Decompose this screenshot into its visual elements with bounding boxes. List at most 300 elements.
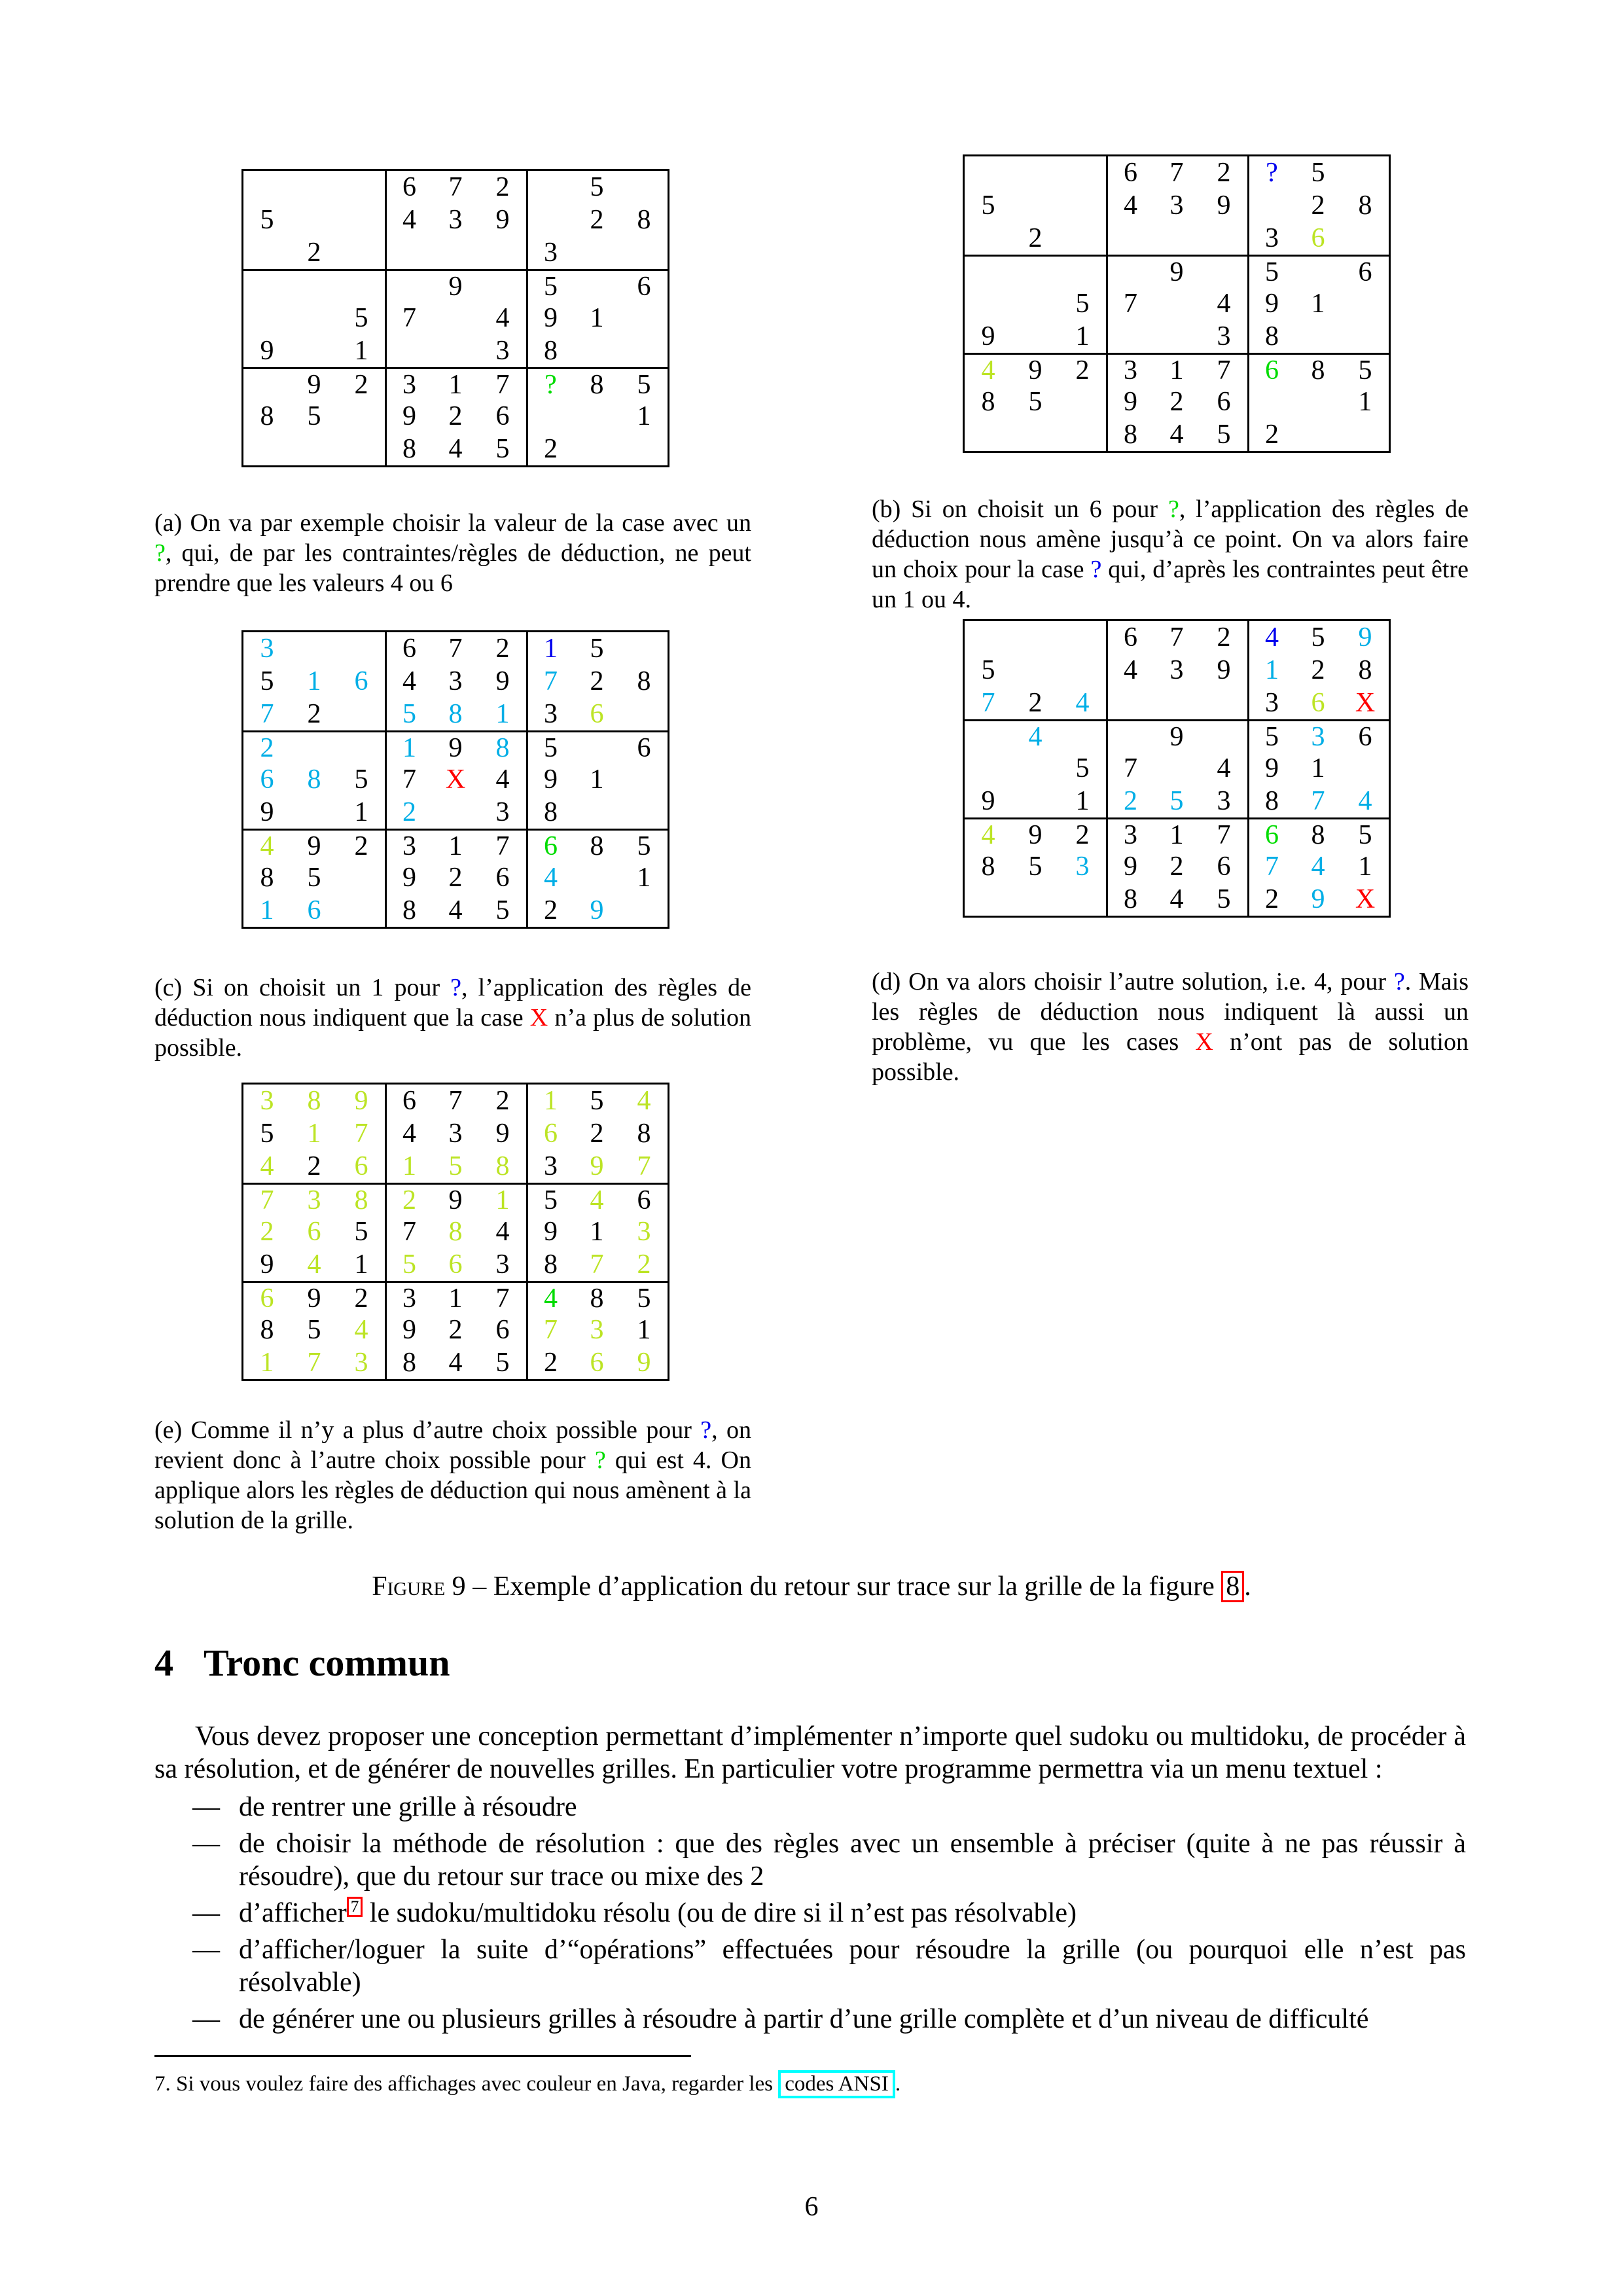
sudoku-cell: 2 bbox=[307, 238, 321, 268]
sudoku-cell: 5 bbox=[526, 269, 573, 302]
sudoku-cell bbox=[291, 334, 338, 367]
sudoku-cell: 2 bbox=[243, 730, 291, 763]
sudoku-cell: 2 bbox=[385, 796, 432, 829]
sudoku-cell: 6 bbox=[385, 632, 432, 665]
sudoku-cell: 1 bbox=[354, 336, 368, 366]
text-segment: – Exemple d’application du retour sur trace sur la grille de la figure bbox=[465, 1571, 1222, 1602]
list-item-text bbox=[239, 1935, 1466, 1998]
sudoku-cell bbox=[1342, 222, 1389, 255]
sudoku-cell: 8 bbox=[526, 1248, 573, 1281]
sudoku-cell: 5 bbox=[448, 1151, 463, 1181]
sudoku-cell: 5 bbox=[590, 172, 604, 202]
sudoku-cell: 7 bbox=[448, 1086, 463, 1116]
text-segment: qui est 4. On applique alors les règles de déduction qui nous amènent à la solution de la grille. bbox=[154, 1446, 751, 1534]
sudoku-cell bbox=[573, 861, 620, 894]
sudoku-cell: 4 bbox=[1311, 852, 1325, 882]
sudoku-cell: 1 bbox=[432, 367, 479, 400]
sudoku-cell: 7 bbox=[1106, 287, 1153, 320]
sudoku-cell bbox=[1153, 687, 1200, 719]
sudoku-cell bbox=[526, 400, 573, 433]
sudoku-cell: 5 bbox=[307, 863, 321, 893]
sudoku-cell bbox=[338, 861, 385, 894]
list-item-text bbox=[239, 1898, 1077, 1928]
sudoku-cell: 1 bbox=[479, 1183, 526, 1215]
sudoku-cell: 6 bbox=[354, 1151, 368, 1181]
sudoku-cell bbox=[291, 171, 338, 204]
sudoku-cell: 7 bbox=[354, 1119, 368, 1149]
sudoku-cell: 8 bbox=[385, 433, 432, 465]
sudoku-cell: 6 bbox=[1217, 387, 1231, 417]
sudoku-cell: 2 bbox=[307, 699, 321, 729]
list-item bbox=[154, 1827, 1466, 1893]
sudoku-cell: 2 bbox=[1311, 190, 1325, 221]
sudoku-cell bbox=[338, 236, 385, 269]
sudoku-cell: 5 bbox=[1311, 158, 1325, 188]
green-symbol: ? bbox=[154, 539, 166, 567]
codes-ansi-link[interactable]: codes ANSI bbox=[778, 2070, 895, 2098]
sudoku-cell: 7 bbox=[385, 1215, 432, 1248]
sudoku-cell bbox=[1106, 255, 1153, 287]
sudoku-cell bbox=[573, 433, 620, 465]
sudoku-cell: 6 bbox=[385, 1085, 432, 1117]
sudoku-cell: 8 bbox=[573, 367, 620, 400]
sudoku-cell: X bbox=[1355, 688, 1376, 718]
red-symbol: X bbox=[1195, 1028, 1213, 1056]
red-symbol: X bbox=[529, 1004, 548, 1031]
sudoku-cell: 5 bbox=[1342, 817, 1389, 850]
sudoku-cell: 9 bbox=[1358, 622, 1372, 653]
sudoku-cell: 8 bbox=[448, 1217, 463, 1247]
sudoku-cell bbox=[338, 894, 385, 927]
sudoku-cell bbox=[1342, 418, 1389, 451]
sudoku-cell: 3 bbox=[495, 1249, 510, 1280]
sudoku-cell bbox=[965, 156, 1012, 189]
sudoku-cell: 1 bbox=[637, 401, 651, 431]
sudoku-cell bbox=[1012, 189, 1059, 222]
sudoku-cell bbox=[573, 796, 620, 829]
sudoku-cell bbox=[620, 894, 668, 927]
sudoku-cell: 2 bbox=[1028, 688, 1043, 718]
sudoku-cell: 9 bbox=[260, 336, 274, 366]
sudoku-cell: 6 bbox=[1342, 255, 1389, 287]
sudoku-cell: 9 bbox=[291, 829, 338, 861]
sudoku-cell: 7 bbox=[1169, 158, 1184, 188]
sudoku-cell: 5 bbox=[307, 401, 321, 431]
sudoku-cell: 2 bbox=[307, 1151, 321, 1181]
sudoku-cell: 1 bbox=[590, 764, 604, 795]
sudoku-cell bbox=[432, 334, 479, 367]
text-segment: , on revient donc à l’autre choix possible pour bbox=[154, 1416, 752, 1474]
sudoku-cell: 4 bbox=[1012, 719, 1059, 752]
sudoku-cell: 5 bbox=[1075, 289, 1090, 319]
sudoku-cell bbox=[620, 763, 668, 796]
sudoku-cell: 2 bbox=[526, 894, 573, 927]
sudoku-cell: 1 bbox=[354, 1249, 368, 1280]
sudoku-cell: 1 bbox=[1075, 321, 1090, 351]
sudoku-cell: 6 bbox=[1106, 621, 1153, 654]
sudoku-cell: 9 bbox=[1012, 817, 1059, 850]
sudoku-cell bbox=[1153, 222, 1200, 255]
sudoku-cell bbox=[1059, 222, 1106, 255]
sudoku-cell bbox=[965, 719, 1012, 752]
sudoku-cell bbox=[291, 269, 338, 302]
sudoku-cell: 3 bbox=[260, 1086, 274, 1116]
sudoku-cell: 1 bbox=[590, 303, 604, 333]
sudoku-cell: 6 bbox=[1247, 817, 1294, 850]
sudoku-cell bbox=[243, 236, 291, 269]
text-segment: d’afficher bbox=[239, 1898, 347, 1928]
sudoku-cell bbox=[1294, 386, 1342, 418]
sudoku-cell bbox=[1012, 156, 1059, 189]
sudoku-cell bbox=[573, 269, 620, 302]
sudoku-cell: 4 bbox=[1217, 753, 1231, 783]
sudoku-cell bbox=[432, 796, 479, 829]
sudoku-cell: 8 bbox=[1247, 785, 1294, 817]
sudoku-cell: 9 bbox=[432, 730, 479, 763]
sudoku-cell: 1 bbox=[385, 730, 432, 763]
sudoku-cell bbox=[965, 287, 1012, 320]
sudoku-cell: 4 bbox=[307, 1249, 321, 1280]
sudoku-cell: 4 bbox=[1217, 289, 1231, 319]
sudoku-cell bbox=[1200, 222, 1247, 255]
sudoku-cell: 3 bbox=[1247, 222, 1294, 255]
subcaption-d bbox=[872, 967, 1469, 1087]
text-segment: le sudoku/multidoku résolu (ou de dire si il n’est pas résolvable) bbox=[363, 1898, 1077, 1928]
sudoku-cell: 2 bbox=[1059, 353, 1106, 386]
sudoku-cell: 9 bbox=[590, 895, 604, 925]
sudoku-cell: 2 bbox=[495, 172, 510, 202]
footnote-7-link[interactable]: 7 bbox=[347, 1897, 363, 1917]
sudoku-cell bbox=[1012, 287, 1059, 320]
text-segment: (e) Comme il n’y a plus d’autre choix possible pour bbox=[154, 1416, 701, 1444]
sudoku-cell: 5 bbox=[1311, 622, 1325, 653]
sudoku-cell: 1 bbox=[1311, 753, 1325, 783]
sudoku-cell bbox=[526, 204, 573, 236]
sudoku-cell: 8 bbox=[1247, 320, 1294, 353]
sudoku-cell: 5 bbox=[495, 1348, 510, 1378]
list-item bbox=[154, 1897, 1466, 1929]
sudoku-cell bbox=[1012, 320, 1059, 353]
blue-symbol: ? bbox=[450, 974, 462, 1001]
sudoku-cell: 2 bbox=[590, 205, 604, 235]
sudoku-grid-d bbox=[963, 619, 1391, 918]
sudoku-cell: 4 bbox=[526, 861, 573, 894]
sudoku-cell bbox=[573, 400, 620, 433]
sudoku-cell bbox=[1294, 418, 1342, 451]
sudoku-cell: 8 bbox=[526, 334, 573, 367]
sudoku-cell bbox=[385, 236, 432, 269]
sudoku-cell: 7 bbox=[590, 1249, 604, 1280]
sudoku-cell bbox=[1059, 189, 1106, 222]
sudoku-cell: 7 bbox=[385, 302, 432, 334]
sudoku-cell bbox=[1106, 222, 1153, 255]
sudoku-cell: 9 bbox=[981, 321, 995, 351]
sudoku-cell bbox=[385, 334, 432, 367]
sudoku-cell bbox=[1012, 654, 1059, 687]
sudoku-cell: 6 bbox=[1311, 223, 1325, 253]
dash-marker: — bbox=[192, 1829, 220, 1859]
text-segment: de générer une ou plusieurs grilles à résoudre à partir d’une grille complète et d’un niveau de difficulté bbox=[239, 2004, 1369, 2034]
sudoku-cell: 2 bbox=[1169, 852, 1184, 882]
sudoku-cell: 8 bbox=[573, 1281, 620, 1314]
sudoku-cell: 7 bbox=[479, 1281, 526, 1314]
sudoku-cell: 8 bbox=[338, 1183, 385, 1215]
sudoku-cell: 9 bbox=[981, 786, 995, 816]
sudoku-cell bbox=[291, 796, 338, 829]
sudoku-cell: 8 bbox=[448, 699, 463, 729]
sudoku-cell bbox=[965, 255, 1012, 287]
sudoku-cell: 4 bbox=[1169, 420, 1184, 450]
sudoku-cell: 1 bbox=[432, 1281, 479, 1314]
section-number: 4 bbox=[154, 1641, 173, 1684]
sudoku-cell bbox=[965, 621, 1012, 654]
sudoku-cell bbox=[573, 730, 620, 763]
sudoku-cell: 8 bbox=[637, 1119, 651, 1149]
sudoku-cell bbox=[1012, 621, 1059, 654]
section-title: Tronc commun bbox=[204, 1641, 450, 1684]
sudoku-cell: 3 bbox=[385, 1281, 432, 1314]
sudoku-cell bbox=[620, 632, 668, 665]
sudoku-cell bbox=[1342, 287, 1389, 320]
text-segment: qui, d’après les contraintes peut être un 1 ou 4. bbox=[872, 556, 1469, 613]
sudoku-cell: 7 bbox=[1247, 850, 1294, 883]
list-item-text bbox=[239, 1792, 577, 1822]
sudoku-cell: 5 bbox=[495, 434, 510, 464]
sudoku-cell: 9 bbox=[1012, 353, 1059, 386]
page-number: 6 bbox=[804, 2192, 819, 2222]
sudoku-cell: 7 bbox=[637, 1151, 651, 1181]
sudoku-cell: 2 bbox=[385, 1183, 432, 1215]
sudoku-cell: 7 bbox=[1169, 622, 1184, 653]
sudoku-cell: 6 bbox=[590, 1348, 604, 1378]
text-segment: (a) On va par exemple choisir la valeur de la case avec un bbox=[154, 509, 751, 537]
sudoku-cell: 6 bbox=[307, 1217, 321, 1247]
figure-caption-label: Figure 9 bbox=[372, 1571, 466, 1602]
sudoku-cell bbox=[965, 418, 1012, 451]
sudoku-cell: 1 bbox=[307, 666, 321, 696]
sudoku-grid-c bbox=[241, 630, 669, 929]
sudoku-cell bbox=[243, 367, 291, 400]
sudoku-cell bbox=[338, 730, 385, 763]
sudoku-cell: 1 bbox=[637, 863, 651, 893]
sudoku-cell bbox=[1059, 386, 1106, 418]
footnote-area bbox=[154, 2055, 1466, 2098]
sudoku-cell: 1 bbox=[307, 1119, 321, 1149]
sudoku-cell: 4 bbox=[385, 204, 432, 236]
sudoku-cell: 9 bbox=[385, 861, 432, 894]
dash-marker: — bbox=[192, 1792, 220, 1822]
sudoku-cell bbox=[1059, 883, 1106, 916]
sudoku-cell: 1 bbox=[354, 797, 368, 827]
figure-caption bbox=[156, 1571, 1467, 1602]
sudoku-cell: 5 bbox=[590, 1086, 604, 1116]
sudoku-cell: 7 bbox=[479, 367, 526, 400]
sudoku-cell: 8 bbox=[495, 1151, 510, 1181]
sudoku-cell: 2 bbox=[1311, 655, 1325, 685]
sudoku-cell: 1 bbox=[260, 1348, 274, 1378]
sudoku-cell: 5 bbox=[1247, 719, 1294, 752]
sudoku-cell: 6 bbox=[1106, 156, 1153, 189]
sudoku-cell: 5 bbox=[354, 764, 368, 795]
sudoku-cell: 5 bbox=[260, 205, 274, 235]
sudoku-cell bbox=[1059, 418, 1106, 451]
sudoku-cell: 3 bbox=[495, 336, 510, 366]
dash-marker: — bbox=[192, 2004, 220, 2034]
sudoku-cell bbox=[620, 433, 668, 465]
sudoku-cell: 9 bbox=[1217, 655, 1231, 685]
list-item-text bbox=[239, 1829, 1466, 1892]
sudoku-cell: 9 bbox=[1247, 287, 1294, 320]
subcaption-e bbox=[154, 1415, 751, 1535]
sudoku-cell: 7 bbox=[448, 172, 463, 202]
dash-marker: — bbox=[192, 1935, 220, 1965]
sudoku-cell: 8 bbox=[981, 387, 995, 417]
sudoku-cell: 3 bbox=[526, 1150, 573, 1183]
sudoku-cell: 7 bbox=[307, 1348, 321, 1378]
text-segment: 7. Si vous voulez faire des affichages avec couleur en Java, regarder les bbox=[154, 2072, 779, 2096]
sudoku-cell: ? bbox=[526, 367, 573, 400]
subcaption-c bbox=[154, 973, 751, 1063]
menu-feature-list bbox=[154, 1791, 1466, 2036]
text-segment: , qui, de par les contraintes/règles de déduction, ne peut prendre que les valeurs 4 ou 6 bbox=[154, 539, 751, 597]
sudoku-cell: 8 bbox=[307, 764, 321, 795]
text-segment: . Mais les règles de déduction nous indiquent là aussi un problème, vu que les cases bbox=[872, 968, 1469, 1056]
sudoku-cell: 3 bbox=[526, 236, 573, 269]
green-symbol: ? bbox=[1168, 495, 1179, 523]
sudoku-cell: 8 bbox=[260, 863, 274, 893]
sudoku-cell bbox=[1247, 386, 1294, 418]
sudoku-cell bbox=[479, 269, 526, 302]
sudoku-cell bbox=[338, 433, 385, 465]
sudoku-cell: 2 bbox=[637, 1249, 651, 1280]
sudoku-cell: 4 bbox=[1075, 688, 1090, 718]
sudoku-cell: 8 bbox=[526, 796, 573, 829]
sudoku-cell bbox=[291, 632, 338, 665]
sudoku-cell: 3 bbox=[1075, 852, 1090, 882]
sudoku-cell: 4 bbox=[385, 665, 432, 698]
sudoku-cell bbox=[1012, 255, 1059, 287]
sudoku-cell: 6 bbox=[385, 171, 432, 204]
sudoku-cell: 9 bbox=[590, 1151, 604, 1181]
sudoku-cell bbox=[620, 171, 668, 204]
sudoku-cell: 8 bbox=[1106, 883, 1153, 916]
sudoku-cell: 9 bbox=[1311, 884, 1325, 914]
sudoku-cell: 7 bbox=[448, 634, 463, 664]
sudoku-cell bbox=[338, 171, 385, 204]
figure-8-link[interactable]: 8 bbox=[1221, 1571, 1244, 1602]
sudoku-cell: 6 bbox=[1217, 852, 1231, 882]
sudoku-cell: 5 bbox=[385, 1248, 432, 1281]
sudoku-cell bbox=[243, 302, 291, 334]
sudoku-cell: 2 bbox=[1247, 883, 1294, 916]
list-item bbox=[154, 1791, 1466, 1823]
sudoku-cell: 5 bbox=[307, 1315, 321, 1345]
sudoku-cell: 5 bbox=[620, 1281, 668, 1314]
sudoku-cell: 4 bbox=[243, 829, 291, 861]
sudoku-cell: 5 bbox=[1342, 353, 1389, 386]
sudoku-cell: 1 bbox=[637, 1315, 651, 1345]
subcaption-a bbox=[154, 508, 751, 598]
sudoku-cell: 6 bbox=[354, 666, 368, 696]
sudoku-cell: 1 bbox=[590, 1217, 604, 1247]
sudoku-cell: 5 bbox=[620, 829, 668, 861]
text-segment: de rentrer une grille à résoudre bbox=[239, 1792, 577, 1822]
list-item-text bbox=[239, 2004, 1368, 2034]
sudoku-cell: 5 bbox=[260, 666, 274, 696]
sudoku-cell: 6 bbox=[526, 829, 573, 861]
sudoku-cell: 3 bbox=[1169, 655, 1184, 685]
sudoku-cell: 9 bbox=[495, 205, 510, 235]
sudoku-cell: X bbox=[445, 764, 466, 795]
sudoku-cell: 1 bbox=[385, 1150, 432, 1183]
sudoku-cell bbox=[1342, 320, 1389, 353]
footnote-rule bbox=[154, 2055, 691, 2057]
sudoku-cell bbox=[385, 269, 432, 302]
sudoku-cell: 3 bbox=[1294, 719, 1342, 752]
sudoku-cell: 4 bbox=[965, 817, 1012, 850]
sudoku-cell bbox=[620, 334, 668, 367]
sudoku-cell: 4 bbox=[448, 434, 463, 464]
sudoku-cell: 5 bbox=[620, 367, 668, 400]
sudoku-cell: 3 bbox=[495, 797, 510, 827]
sudoku-cell: ? bbox=[1247, 156, 1294, 189]
sudoku-cell: 4 bbox=[495, 1217, 510, 1247]
sudoku-cell: 3 bbox=[1106, 817, 1153, 850]
sudoku-cell: 8 bbox=[385, 894, 432, 927]
sudoku-cell: 7 bbox=[526, 665, 573, 698]
sudoku-cell: 3 bbox=[1217, 321, 1231, 351]
sudoku-cell: 4 bbox=[260, 1151, 274, 1181]
sudoku-cell: 3 bbox=[1217, 786, 1231, 816]
sudoku-cell: 6 bbox=[243, 1281, 291, 1314]
sudoku-cell: 4 bbox=[637, 1086, 651, 1116]
sudoku-cell: 3 bbox=[385, 367, 432, 400]
sudoku-cell: 5 bbox=[1075, 753, 1090, 783]
sudoku-cell: 9 bbox=[432, 1183, 479, 1215]
green-symbol: ? bbox=[594, 1446, 606, 1474]
sudoku-cell: 1 bbox=[1075, 786, 1090, 816]
sudoku-cell: 9 bbox=[1153, 719, 1200, 752]
sudoku-cell bbox=[243, 433, 291, 465]
sudoku-cell: 1 bbox=[526, 1085, 573, 1117]
sudoku-cell bbox=[1059, 654, 1106, 687]
text-segment: n’ont pas de solution possible. bbox=[872, 1028, 1469, 1086]
dash-marker: — bbox=[192, 1898, 220, 1928]
section-paragraph: Vous devez proposer une conception permettant d’implémenter n’importe quel sudoku ou multidoku, de procéder à sa résolution, et de générer de nouvelles grilles. En particulier votre programme permettra via un menu textuel : bbox=[154, 1721, 1466, 1784]
sudoku-cell: 2 bbox=[495, 1086, 510, 1116]
sudoku-cell: 2 bbox=[1059, 817, 1106, 850]
sudoku-cell bbox=[338, 269, 385, 302]
sudoku-cell bbox=[1200, 719, 1247, 752]
sudoku-cell bbox=[620, 698, 668, 730]
sudoku-cell: 9 bbox=[291, 1281, 338, 1314]
text-segment: . bbox=[895, 2072, 901, 2096]
sudoku-cell: 6 bbox=[495, 863, 510, 893]
sudoku-cell: 5 bbox=[526, 1183, 573, 1215]
sudoku-cell: 8 bbox=[1358, 190, 1372, 221]
list-item bbox=[154, 2003, 1466, 2036]
sudoku-cell bbox=[1012, 418, 1059, 451]
sudoku-cell: 8 bbox=[385, 1346, 432, 1379]
sudoku-cell: 5 bbox=[981, 190, 995, 221]
sudoku-cell: 3 bbox=[1247, 687, 1294, 719]
sudoku-cell: 9 bbox=[1106, 386, 1153, 418]
sudoku-cell: 4 bbox=[354, 1315, 368, 1345]
sudoku-cell: 9 bbox=[637, 1348, 651, 1378]
sudoku-cell bbox=[243, 171, 291, 204]
sudoku-cell: 2 bbox=[1106, 785, 1153, 817]
section-tronc-commun bbox=[154, 1641, 1466, 2039]
